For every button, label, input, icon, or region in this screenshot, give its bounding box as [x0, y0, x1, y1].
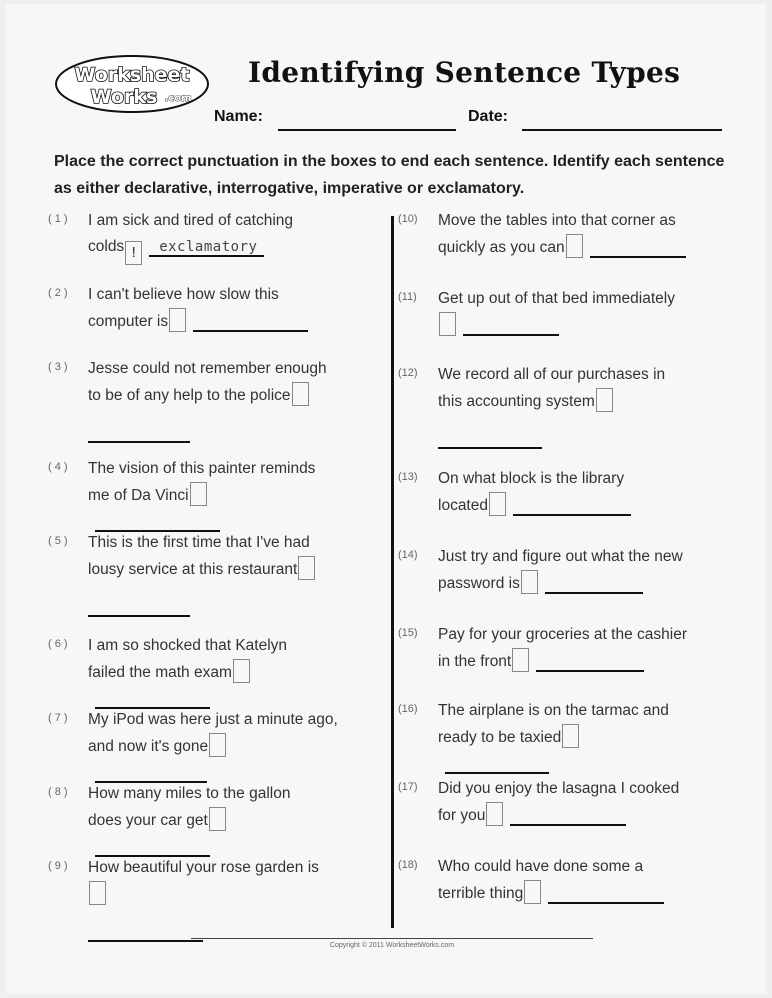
punctuation-box[interactable] — [566, 234, 583, 258]
answer-line[interactable] — [510, 804, 626, 826]
sentence-text: On what block is the library located — [438, 470, 625, 514]
punctuation-box[interactable] — [233, 659, 250, 683]
sentence-text: I can't believe how slow this computer is — [88, 286, 279, 330]
punctuation-box[interactable] — [209, 807, 226, 831]
answer-line[interactable] — [95, 761, 207, 783]
punctuation-box[interactable] — [521, 570, 538, 594]
answer-line[interactable] — [545, 572, 643, 594]
question-number: ( 6 ) — [48, 638, 68, 650]
sentence-text: This is the first time that I've had lousy service at this restaurant — [88, 534, 310, 578]
answer-line[interactable] — [445, 752, 549, 774]
punctuation-box[interactable] — [512, 648, 529, 672]
date-label: Date: — [468, 108, 509, 125]
sentence-text: My iPod was here just a minute ago, and now it's gone — [88, 711, 338, 755]
punctuation-box[interactable] — [292, 382, 309, 406]
answer-line[interactable] — [193, 310, 308, 332]
worksheetworks-logo — [54, 54, 210, 114]
logo-suffix: .com — [164, 93, 192, 104]
sentence-text: The airplane is on the tarmac and ready to be taxied — [438, 702, 669, 746]
answer-line[interactable] — [88, 421, 190, 443]
question-number: ( 7 ) — [48, 712, 68, 724]
answer-line[interactable] — [513, 494, 631, 516]
footer-rule — [191, 938, 593, 939]
question-number: (12) — [398, 367, 418, 379]
punctuation-box[interactable] — [486, 802, 503, 826]
sentence-text: How beautiful your rose garden is — [88, 859, 319, 876]
answer-line[interactable] — [590, 236, 686, 258]
answer-line[interactable] — [463, 314, 559, 336]
question-number: (18) — [398, 859, 418, 871]
punctuation-box[interactable]: ! — [125, 241, 142, 265]
answer-line[interactable] — [149, 235, 264, 257]
question-number: (15) — [398, 627, 418, 639]
answer-text: exclamatory — [159, 239, 258, 255]
question-number: ( 8 ) — [48, 786, 68, 798]
sentence-text: Did you enjoy the lasagna I cooked for you — [438, 780, 680, 824]
logo-line2: Works — [90, 86, 158, 108]
answer-line[interactable] — [95, 510, 220, 532]
punctuation-box[interactable] — [190, 482, 207, 506]
punctuation-box[interactable] — [89, 881, 106, 905]
question-number: (13) — [398, 471, 418, 483]
answer-line[interactable] — [95, 687, 210, 709]
sentence-text: Just try and figure out what the new password is — [438, 548, 683, 592]
answer-line[interactable] — [88, 920, 203, 942]
instructions: Place the correct punctuation in the boxes to end each sentence. Identify each sentence as either declarative, interrogative, imperative or exclamatory. — [54, 153, 725, 197]
sentence-text: We record all of our purchases in this accounting system — [438, 366, 666, 410]
punctuation-box[interactable] — [298, 556, 315, 580]
sentence-text: Jesse could not remember enough to be of any help to the police — [88, 360, 327, 404]
question-number: ( 3 ) — [48, 361, 68, 373]
punctuation-box[interactable] — [209, 733, 226, 757]
question-number: (17) — [398, 781, 418, 793]
question-number: (11) — [398, 291, 417, 303]
answer-line[interactable] — [95, 835, 210, 857]
question-number: ( 9 ) — [48, 860, 68, 872]
answer-line[interactable] — [536, 650, 644, 672]
question-number: (16) — [398, 703, 418, 715]
question-number: ( 5 ) — [48, 535, 68, 547]
question-number: (14) — [398, 549, 418, 561]
sentence-text: I am sick and tired of catching colds — [88, 212, 294, 255]
question-number: ( 4 ) — [48, 461, 68, 473]
question-number: (10) — [398, 213, 418, 225]
sentence-text: Pay for your groceries at the cashier in the front — [438, 626, 687, 670]
name-label: Name: — [214, 108, 263, 125]
worksheet-title: Identifying Sentence Types — [248, 56, 681, 89]
name-field-line[interactable] — [278, 129, 456, 131]
sentence-text: How many miles to the gallon does your car get — [88, 785, 291, 829]
punctuation-box[interactable] — [562, 724, 579, 748]
punctuation-box[interactable] — [596, 388, 613, 412]
question-number: ( 2 ) — [48, 287, 68, 299]
punctuation-box[interactable] — [489, 492, 506, 516]
answer-line[interactable] — [438, 427, 542, 449]
worksheet-page — [6, 4, 766, 994]
date-field-line[interactable] — [522, 129, 722, 131]
sentence-text: Who could have done some a terrible thing — [438, 858, 644, 902]
punctuation-box[interactable] — [169, 308, 186, 332]
question-number: ( 1 ) — [48, 213, 68, 225]
answer-line[interactable] — [88, 595, 190, 617]
sentence-text: The vision of this painter reminds me of Da Vinci — [88, 460, 316, 504]
punctuation-box[interactable] — [439, 312, 456, 336]
sentence-text: Move the tables into that corner as quickly as you can — [438, 212, 676, 256]
sentence-text: Get up out of that bed immediately — [438, 290, 675, 307]
sentence-text: I am so shocked that Katelyn failed the math exam — [88, 637, 288, 681]
copyright-text: Copyright © 2011 WorksheetWorks.com — [329, 942, 455, 949]
column-divider — [391, 216, 394, 928]
punctuation-box[interactable] — [524, 880, 541, 904]
logo-line1: Worksheet — [74, 64, 190, 86]
answer-line[interactable] — [548, 882, 664, 904]
